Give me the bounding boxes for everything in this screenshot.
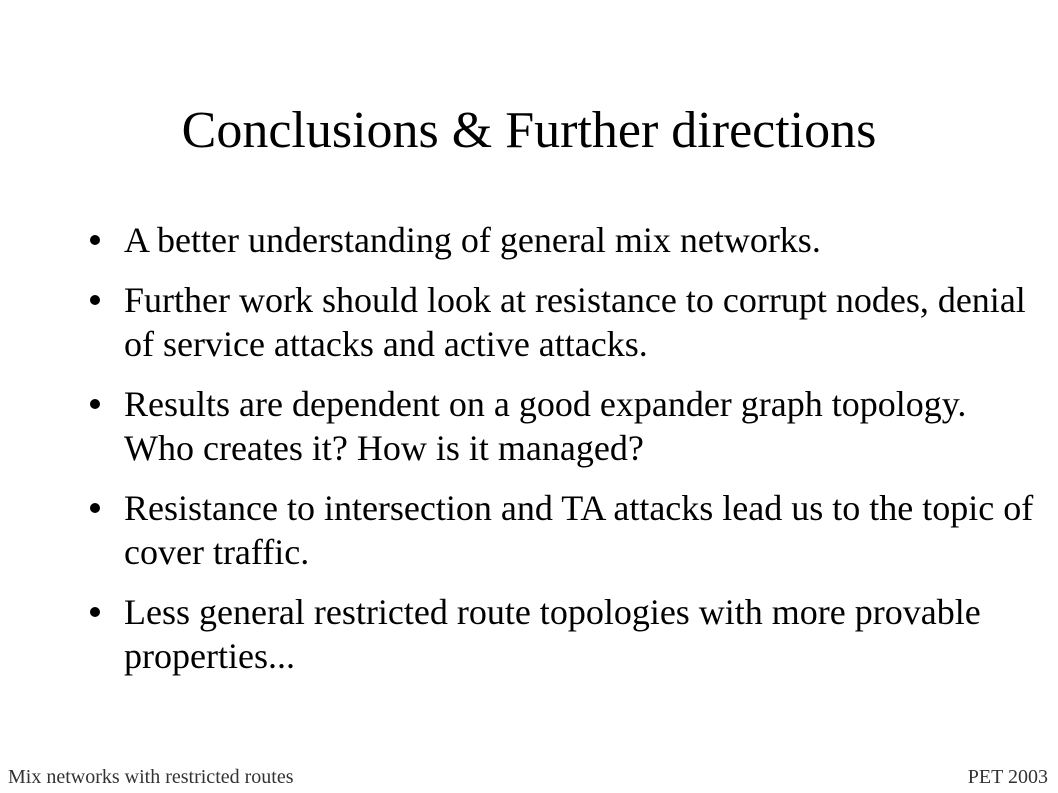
bullet-item [90, 590, 1040, 678]
bullet-text: Further work should look at resistance to corrupt nodes, denial of service attacks and active attacks. [124, 280, 1026, 364]
bullet-dot-icon [90, 607, 100, 617]
bullet-item [90, 486, 1040, 574]
bullet-dot-icon [90, 503, 100, 513]
bullet-dot-icon [90, 295, 100, 305]
footer-presentation-title: Mix networks with restricted routes [8, 766, 294, 788]
bullet-item [90, 218, 1040, 262]
bullet-dot-icon [90, 235, 100, 245]
bullet-text: Less general restricted route topologies with more provable properties... [124, 592, 981, 676]
bullet-item [90, 382, 1040, 470]
footer-event-name: PET 2003 [967, 766, 1048, 788]
bullet-list [90, 218, 1040, 694]
bullet-dot-icon [90, 399, 100, 409]
slide-title: Conclusions & Further directions [181, 102, 877, 159]
bullet-item [90, 278, 1040, 366]
bullet-text: Resistance to intersection and TA attacks lead us to the topic of cover traffic. [124, 488, 1034, 572]
bullet-text: Results are dependent on a good expander graph topology. Who creates it? How is it managed? [124, 384, 967, 468]
bullet-text: A better understanding of general mix networks. [124, 220, 821, 260]
